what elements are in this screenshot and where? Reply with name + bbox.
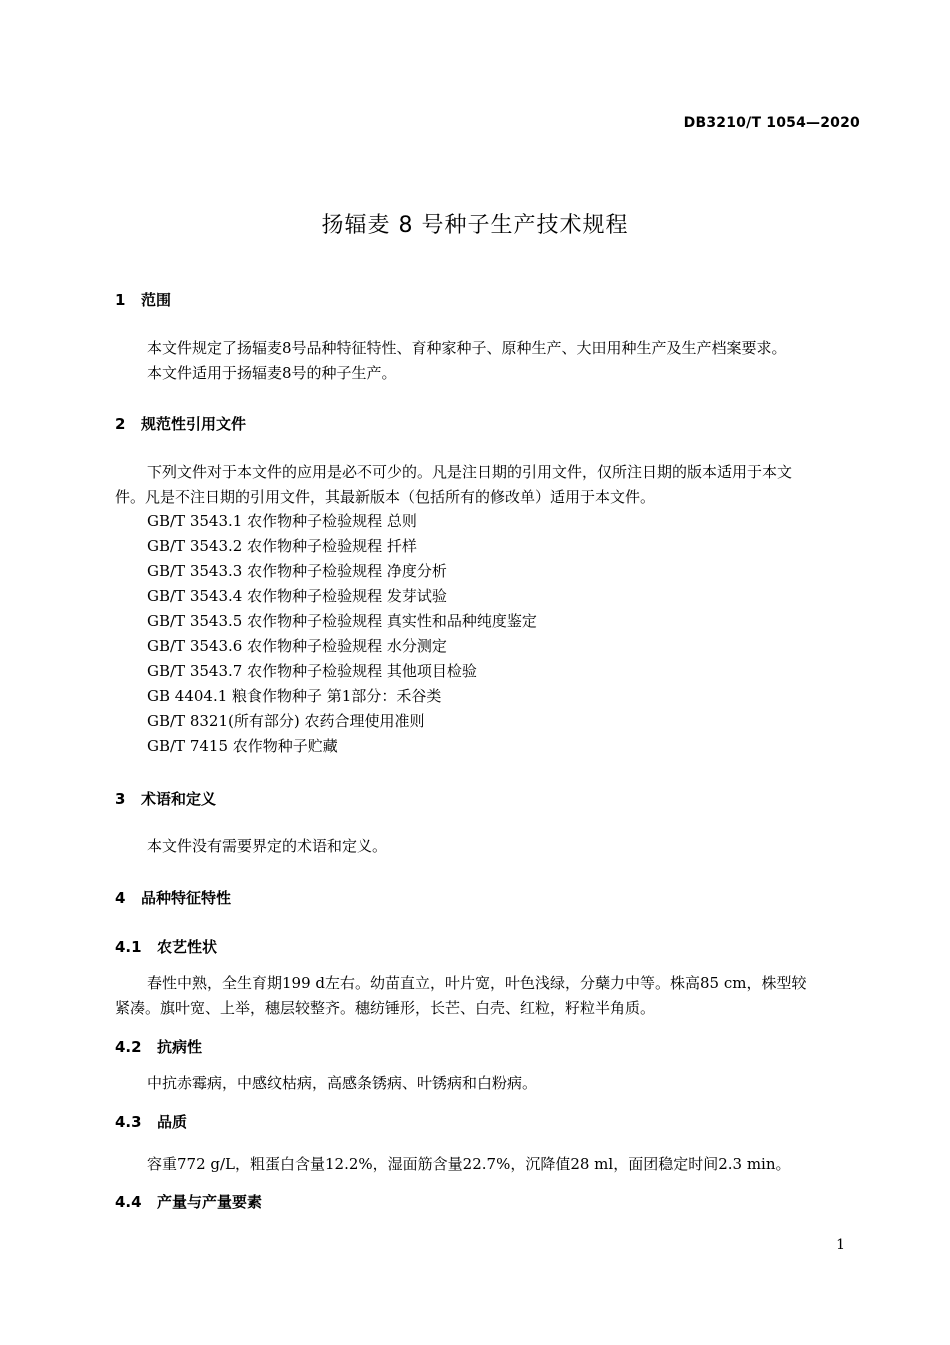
section-title: 规范性引用文件 [141, 415, 247, 433]
paragraph-line: 下列文件对于本文件的应用是必不可少的。凡是注日期的引用文件，仅所注日期的版本适用于本文 [147, 463, 793, 481]
paragraph-line: 春性中熟，全生育期199 d左右。幼苗直立，叶片宽，叶色浅绿，分蘖力中等。株高85 cm，株型较 [147, 974, 807, 992]
subsection-number: 4.3 [115, 1113, 142, 1131]
subsection-heading-4-3 [115, 1111, 187, 1132]
paragraph: 容重772 g/L，粗蛋白含量12.2%，湿面筋含量22.7%，沉降值28 ml，面团稳定时间2.3 min。 [147, 1155, 791, 1173]
subsection-number: 4.2 [115, 1038, 142, 1056]
section-heading-4 [115, 887, 231, 908]
document-title: 扬辐麦 8 号种子生产技术规程 [321, 213, 629, 238]
reference-item: GB/T 3543.4 农作物种子检验规程 发芽试验 [147, 587, 447, 605]
reference-item: GB/T 8321(所有部分) 农药合理使用准则 [147, 712, 425, 730]
section-number: 1 [115, 291, 126, 309]
section-title: 品种特征特性 [141, 889, 232, 907]
reference-item: GB 4404.1 粮食作物种子 第1部分：禾谷类 [147, 687, 442, 705]
paragraph-line: 件。凡是不注日期的引用文件，其最新版本（包括所有的修改单）适用于本文件。 [115, 488, 656, 506]
section-number: 2 [115, 415, 126, 433]
section-heading-1 [115, 289, 171, 310]
reference-item: GB/T 3543.7 农作物种子检验规程 其他项目检验 [147, 662, 477, 680]
subsection-title: 抗病性 [157, 1038, 203, 1056]
section-title: 范围 [141, 291, 172, 309]
paragraph: 本文件适用于扬辐麦8号的种子生产。 [147, 364, 397, 382]
subsection-heading-4-2 [115, 1036, 202, 1057]
reference-item: GB/T 3543.3 农作物种子检验规程 净度分析 [147, 562, 447, 580]
subsection-heading-4-4 [115, 1191, 262, 1212]
page-number: 1 [836, 1237, 845, 1253]
section-heading-3 [115, 788, 216, 809]
reference-item: GB/T 3543.6 农作物种子检验规程 水分测定 [147, 637, 447, 655]
subsection-number: 4.1 [115, 938, 142, 956]
paragraph: 本文件没有需要界定的术语和定义。 [147, 837, 388, 855]
subsection-title: 品质 [157, 1113, 188, 1131]
subsection-title: 农艺性状 [157, 938, 218, 956]
subsection-title: 产量与产量要素 [157, 1193, 263, 1211]
subsection-heading-4-1 [115, 936, 217, 957]
reference-item: GB/T 3543.5 农作物种子检验规程 真实性和品种纯度鉴定 [147, 612, 537, 630]
section-number: 4 [115, 889, 126, 907]
section-heading-2 [115, 413, 246, 434]
paragraph: 本文件规定了扬辐麦8号品种特征特性、育种家种子、原种生产、大田用种生产及生产档案要求。 [147, 339, 787, 357]
paragraph-line: 紧凑。旗叶宽、上举，穗层较整齐。穗纺锤形，长芒、白壳、红粒，籽粒半角质。 [115, 999, 656, 1017]
document-code: DB3210/T 1054—2020 [683, 115, 860, 131]
paragraph: 中抗赤霉病，中感纹枯病，高感条锈病、叶锈病和白粉病。 [147, 1074, 538, 1092]
reference-item: GB/T 3543.2 农作物种子检验规程 扦样 [147, 537, 417, 555]
reference-item: GB/T 3543.1 农作物种子检验规程 总则 [147, 512, 417, 530]
reference-item: GB/T 7415 农作物种子贮藏 [147, 737, 338, 755]
subsection-number: 4.4 [115, 1193, 142, 1211]
section-number: 3 [115, 790, 126, 808]
section-title: 术语和定义 [141, 790, 217, 808]
